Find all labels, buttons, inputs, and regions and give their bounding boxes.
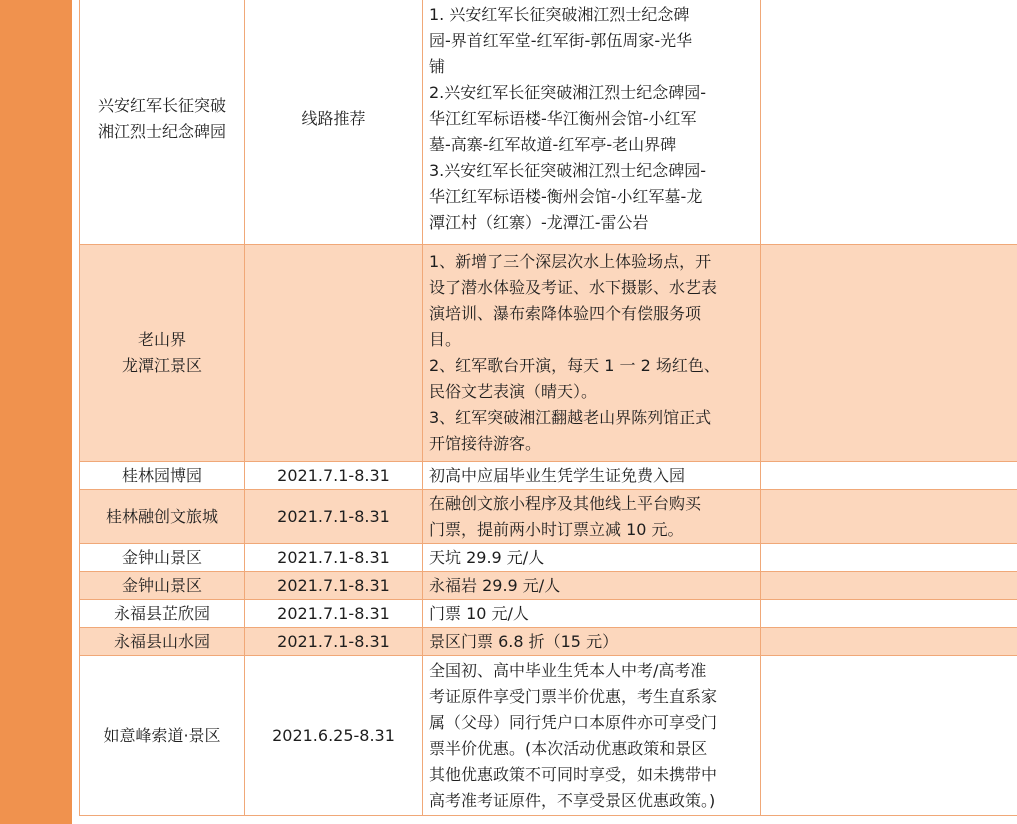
date-range-text: 2021.7.1-8.31 [277, 465, 390, 485]
promotion-detail-line: 华江红军标语楼-衡州会馆-小红军墓-龙 [429, 186, 703, 206]
promotion-detail-cell [423, 245, 761, 462]
attraction-name-cell [80, 490, 245, 544]
promotion-detail-line: 属（父母）同行凭户口本原件亦可享受门 [429, 712, 718, 732]
attraction-name-line: 龙潭江景区 [121, 356, 202, 375]
attraction-name-line: 桂林园博园 [121, 465, 202, 485]
promotion-detail-line: 华江红军标语楼-华江衡州会馆-小红军 [429, 108, 697, 128]
promotion-detail-cell [423, 0, 761, 245]
promotion-detail-line: 永福岩 29.9 元/人 [429, 575, 561, 595]
promotion-detail-line: 潭江村（红寨）-龙潭江-雷公岩 [429, 212, 649, 232]
table-row [80, 544, 1017, 572]
remarks-cell [761, 600, 1017, 628]
promotion-detail-line: 2、红军歌台开演，每天 1 一 2 场红色、 [429, 356, 720, 375]
date-range-cell [245, 245, 423, 462]
date-range-cell [245, 490, 423, 544]
attraction-name-cell [80, 245, 245, 462]
date-range-cell [245, 0, 423, 245]
attraction-name-line: 如意峰索道·景区 [103, 725, 221, 745]
promotion-detail-line: 演培训、瀑布索降体验四个有偿服务项 [429, 304, 702, 323]
remarks-cell [761, 656, 1017, 816]
date-range-text: 2021.7.1-8.31 [277, 631, 390, 651]
attraction-name-line: 湘江烈士纪念碑园 [97, 121, 226, 141]
date-range-text: 2021.6.25-8.31 [272, 725, 395, 745]
attraction-name-cell [80, 462, 245, 490]
attraction-name-line: 桂林融创文旅城 [105, 506, 218, 526]
remarks-cell [761, 572, 1017, 600]
attraction-name-line: 永福县芷欣园 [113, 603, 210, 623]
attraction-name-cell [80, 628, 245, 656]
attraction-name-line: 兴安红军长征突破 [97, 95, 226, 115]
table-row [80, 572, 1017, 600]
promotion-detail-line: 3、红军突破湘江翻越老山界陈列馆正式 [429, 408, 712, 427]
promotion-detail-cell [423, 628, 761, 656]
remarks-cell [761, 628, 1017, 656]
table-row [80, 600, 1017, 628]
attraction-name-line: 永福县山水园 [113, 631, 210, 651]
promotion-detail-line: 门票，提前两小时订票立减 10 元。 [429, 519, 684, 539]
promotion-detail-line: 考证原件享受门票半价优惠，考生直系家 [429, 686, 718, 706]
promotion-table [79, 0, 1017, 816]
attraction-name-line: 金钟山景区 [121, 547, 202, 567]
promotion-detail-line: 天坑 29.9 元/人 [429, 547, 545, 567]
date-range-cell [245, 656, 423, 816]
promotion-detail-line: 铺 [429, 56, 446, 76]
promotion-detail-line: 其他优惠政策不可同时享受，如未携带中 [429, 764, 718, 784]
table-row [80, 462, 1017, 490]
date-range-cell [245, 544, 423, 572]
promotion-detail-line: 在融创文旅小程序及其他线上平台购买 [429, 493, 702, 513]
promotion-detail-line: 3.兴安红军长征突破湘江烈士纪念碑园- [429, 160, 707, 180]
promotion-detail-line: 全国初、高中毕业生凭本人中考/高考准 [429, 660, 707, 680]
date-range-cell [245, 628, 423, 656]
promotion-table-wrapper [79, 0, 1017, 816]
promotion-detail-line: 1. 兴安红军长征突破湘江烈士纪念碑 [429, 4, 690, 24]
attraction-name-line: 金钟山景区 [121, 575, 202, 595]
attraction-name-cell [80, 0, 245, 245]
remarks-cell [761, 544, 1017, 572]
date-range-text: 2021.7.1-8.31 [277, 547, 390, 567]
promotion-detail-cell [423, 600, 761, 628]
remarks-cell [761, 462, 1017, 490]
attraction-name-cell [80, 656, 245, 816]
promotion-detail-line: 开馆接待游客。 [429, 434, 542, 453]
side-color-band [0, 0, 72, 824]
table-row [80, 0, 1017, 245]
table-row [80, 245, 1017, 462]
promotion-detail-line: 门票 10 元/人 [429, 603, 529, 623]
date-range-cell [245, 572, 423, 600]
promotion-detail-cell [423, 572, 761, 600]
date-range-cell [245, 600, 423, 628]
promotion-detail-line: 高考准考证原件，不享受景区优惠政策。) [429, 790, 716, 810]
promotion-detail-line: 票半价优惠。(本次活动优惠政策和景区 [429, 738, 708, 758]
attraction-name-line: 老山界 [137, 330, 186, 349]
date-range-text: 2021.7.1-8.31 [277, 506, 390, 526]
promotion-detail-line: 1、新增了三个深层次水上体验场点，开 [429, 252, 712, 271]
attraction-name-cell [80, 572, 245, 600]
attraction-name-cell [80, 544, 245, 572]
promotion-detail-cell [423, 544, 761, 572]
promotion-detail-cell [423, 656, 761, 816]
promotion-detail-line: 园-界首红军堂-红军街-郭伍周家-光华 [429, 30, 693, 50]
remarks-cell [761, 490, 1017, 544]
remarks-cell [761, 245, 1017, 462]
attraction-name-cell [80, 600, 245, 628]
date-range-text: 线路推荐 [301, 108, 366, 128]
promotion-detail-cell [423, 490, 761, 544]
promotion-detail-line: 2.兴安红军长征突破湘江烈士纪念碑园- [429, 82, 707, 102]
remarks-cell [761, 0, 1017, 245]
date-range-cell [245, 462, 423, 490]
promotion-detail-line: 景区门票 6.8 折（15 元） [429, 631, 619, 651]
promotion-detail-line: 民俗文艺表演（晴天）。 [429, 382, 598, 401]
promotion-detail-line: 设了潜水体验及考证、水下摄影、水艺表 [429, 278, 718, 297]
promotion-detail-line: 目。 [429, 330, 462, 349]
table-row [80, 490, 1017, 544]
promotion-detail-line: 墓-高寨-红军故道-红军亭-老山界碑 [429, 134, 677, 154]
date-range-text: 2021.7.1-8.31 [277, 575, 390, 595]
table-row [80, 656, 1017, 816]
date-range-text: 2021.7.1-8.31 [277, 603, 390, 623]
promotion-detail-line: 初高中应届毕业生凭学生证免费入园 [429, 465, 686, 485]
promotion-detail-cell [423, 462, 761, 490]
table-row [80, 628, 1017, 656]
